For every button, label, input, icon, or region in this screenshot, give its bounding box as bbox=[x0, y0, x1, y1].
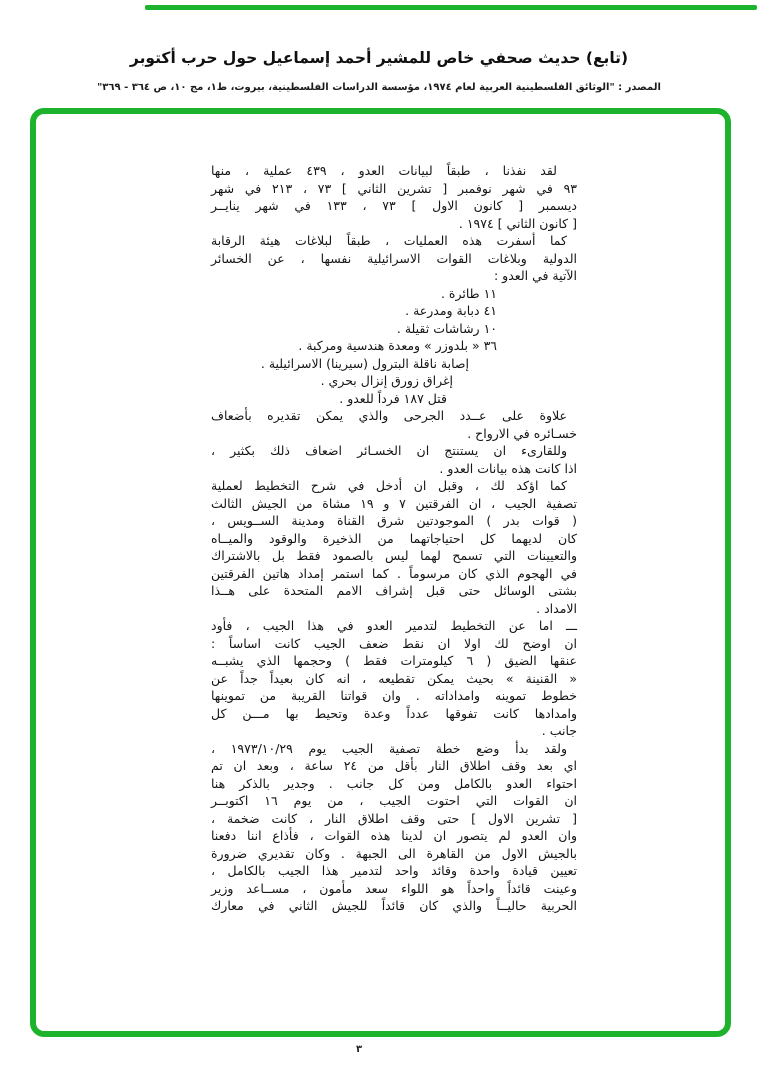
text-line: ان القوات التي احتوت الجيب ، من يوم ١٦ اكتوبــر bbox=[211, 793, 578, 808]
text-line: وامدادها كانت تفوقها عدداً وعدة وتحيط بها مـــن كل bbox=[211, 705, 577, 721]
page-number-mark: ٣ bbox=[355, 1044, 363, 1055]
text-line: ٩٣ في شهر نوفمبر [ تشرين الثاني ] ٧٣ ، ٢١٣ في شهر bbox=[211, 180, 577, 196]
casualty-list-item: ١٠ رشاشات ثقيلة . bbox=[396, 320, 497, 336]
text-line: اي بعد وقف اطلاق النار بأقل من ٢٤ ساعة ، وبعد ان تم bbox=[211, 758, 577, 773]
text-line: عنقها الضيق ( ٦ كيلومترات فقط ) وحجمها الذي يشبــه bbox=[211, 653, 577, 668]
text-line: خسـائره في الارواح . bbox=[467, 425, 577, 441]
text-line: [ كانون الثاني ] ١٩٧٤ . bbox=[458, 215, 577, 231]
text-line: [ تشرين الاول ] حتى وقف اطلاق النار ، كانت ضخمة ، bbox=[211, 810, 577, 826]
text-line: كما أسفرت هذه العمليات ، طبقاً لبلاغات هيئة الرقابة bbox=[211, 233, 567, 248]
text-line: لقد نفذنا ، طبقاً لبيانات العدو ، ٤٣٩ عملية ، منها bbox=[211, 163, 557, 178]
text-line: خطوط تموينه وامداداته . وان قواتنا القريبة من تموينها bbox=[211, 688, 577, 703]
text-line: الآتية في العدو : bbox=[494, 268, 577, 283]
casualty-list-item: إصابة ناقلة البترول (سيرينا) الاسرائيلية . bbox=[260, 355, 469, 371]
casualty-list-item: ٤١ دبابة ومدرعة . bbox=[405, 303, 497, 318]
text-line: « القنينة » بحيث يمكن تقطيعه ، انه كان بعيداً جداً عن bbox=[211, 670, 577, 686]
body-text-block bbox=[211, 162, 577, 915]
document-title: (تابع) حديث صحفي خاص للمشير أحمد إسماعيل حول حرب أكتوبر bbox=[129, 49, 629, 67]
text-line: ديسمبر [ كانون الاول ] ٧٣ ، ١٣٣ في شهر ينايــر bbox=[211, 198, 577, 213]
text-line: كان لديهما كل احتياجاتهما من الذخيرة والوقود والميــاه bbox=[211, 530, 577, 546]
text-line: بشتى الوسائل حتى قبل إشراف الامم المتحدة على هــذا bbox=[211, 583, 577, 598]
text-line: في الهجوم الذي كان مرسوماً . كما استمر إمداد هاتين الفرقتين bbox=[211, 565, 577, 581]
text-line: ( قوات بدر ) الموجودتين شرق القناة ومدينة الســويس ، bbox=[211, 513, 577, 528]
text-line: الحربية حاليــاً والذي كان قائداً للجيش الثاني في معارك bbox=[211, 898, 577, 913]
text-line: الامداد . bbox=[536, 600, 577, 616]
casualty-list-item: إغراق زورق إنزال بحري . bbox=[320, 373, 453, 388]
text-line: كما اؤكد لك ، وقبل ان أدخل في شرح التخطيط لعملية bbox=[211, 478, 567, 493]
text-line: تصفية الجيب ، ان الفرقتين ٧ و ١٩ مشاة من الجيش الثالث bbox=[211, 495, 578, 511]
casualty-list-item: ٣٦ « بلدوزر » ومعدة هندسية ومركبة . bbox=[298, 338, 497, 353]
text-line: ـــ اما عن التخطيط لتدمير العدو في هذا الجيب ، فأود bbox=[211, 618, 577, 633]
text-line: تعيين قيادة واحدة وقائد واحد لتدمير هذا الجيب بالكامل ، bbox=[211, 863, 577, 878]
text-line: علاوة على عــدد الجرحى والذي يمكن تقديره بأضعاف bbox=[211, 408, 567, 423]
casualty-list-item: قتل ١٨٧ فرداً للعدو . bbox=[339, 390, 447, 406]
text-line: بالجيش الاول من القاهرة الى الجبهة . وكان تقديري ضرورة bbox=[211, 845, 577, 861]
text-line: الدولية وبلاغات القوات الاسرائيلية نفسها ، عن الخسائر bbox=[211, 250, 577, 266]
text-line: وان العدو لم يتصور ان لدينا هذه القوات ، فأذاع اننا دفعنا bbox=[211, 828, 577, 843]
text-line: ولقد بدأ وضع خطة تصفية الجيب يوم ١٩٧٣/١٠/٢٩ ، bbox=[211, 740, 567, 756]
text-line: وعينت قائداً واحداً هو اللواء سعد مأمون ، مســاعد وزير bbox=[211, 880, 577, 896]
text-line: جانب . bbox=[541, 723, 577, 738]
source-citation: المصدر : "الوثائق الفلسطينية العربية لعام ١٩٧٤، مؤسسة الدراسات الفلسطينية، بيروت، ط١، مج ١٠، ص ٣٦٤ - ٣٦٩" bbox=[97, 82, 661, 93]
text-line: والتعيينات التي تسمح لهما ليس بالصمود فقط بل بالاشتراك bbox=[211, 548, 577, 563]
top-annotation-line bbox=[145, 5, 757, 10]
text-line: احتواء العدو بالكامل ومن كل جانب . وجدير بالذكر هنا bbox=[211, 775, 577, 791]
text-line: اذا كانت هذه بيانات العدو . bbox=[439, 460, 577, 476]
casualty-list-item: ١١ طائرة . bbox=[440, 285, 497, 301]
text-line: وللقارىء ان يستنتج ان الخسـائر اضعاف ذلك بكثير ، bbox=[211, 443, 567, 458]
text-line: ان اوضح لك اولا ان نقط ضعف الجيب كانت اساساً : bbox=[211, 635, 577, 651]
